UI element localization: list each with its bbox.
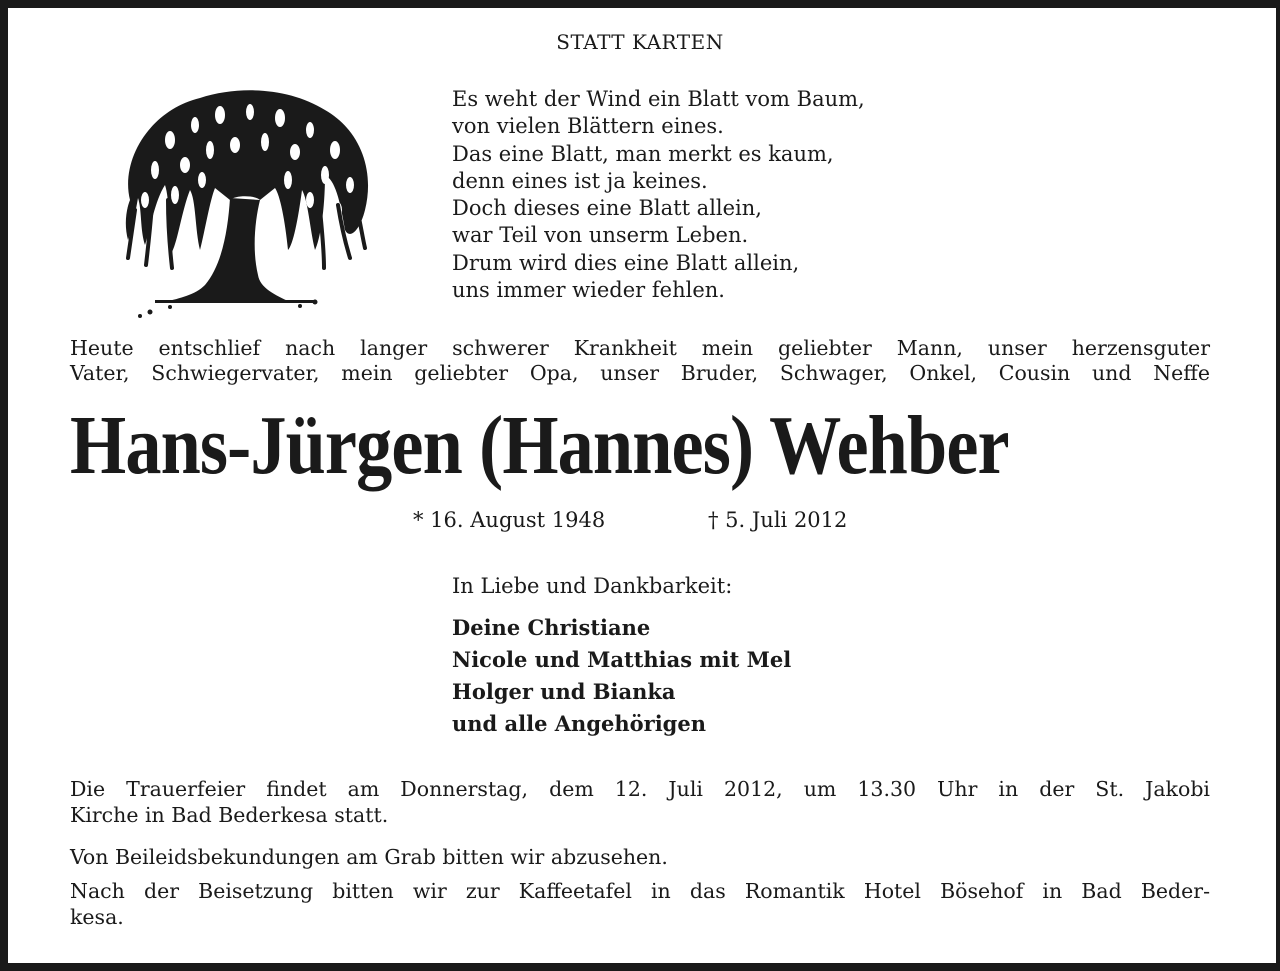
reception-line-1: Nach der Beisetzung bitten wir zur Kaffeetafel in das Romantik Hotel Bösehof in Bad Beder- bbox=[70, 879, 1210, 903]
family-list bbox=[452, 612, 791, 740]
funeral-line-2: Kirche in Bad Bederkesa statt. bbox=[70, 803, 389, 827]
poem-line: Es weht der Wind ein Blatt vom Baum, bbox=[452, 87, 865, 111]
poem-line: von vielen Blättern eines. bbox=[452, 114, 724, 139]
poem-line: Das eine Blatt, man merkt es kaum, bbox=[452, 141, 834, 166]
intro-text bbox=[70, 336, 1210, 386]
family-member: Deine Christiane bbox=[452, 615, 651, 640]
funeral-notice bbox=[70, 776, 1210, 828]
family-member: Nicole und Matthias mit Mel bbox=[452, 647, 792, 672]
poem-line: uns immer wieder fehlen. bbox=[452, 278, 725, 303]
poem-line: Drum wird dies eine Blatt allein, bbox=[452, 250, 800, 275]
reception-line-2: kesa. bbox=[70, 905, 124, 929]
poem-line: Doch dieses eine Blatt allein, bbox=[452, 196, 762, 221]
intro-line-2: Vater, Schwiegervater, mein geliebter Opa, unser Bruder, Schwager, Onkel, Cousin und Neffe bbox=[70, 361, 1210, 385]
death-date: † 5. Juli 2012 bbox=[708, 508, 848, 532]
reception-notice bbox=[70, 878, 1210, 930]
birth-date: * 16. August 1948 bbox=[413, 508, 606, 532]
poem-line: denn eines ist ja keines. bbox=[452, 168, 708, 193]
thanks-line: In Liebe und Dankbarkeit: bbox=[452, 574, 733, 598]
weeping-willow-tree-icon bbox=[110, 80, 380, 320]
deceased-name: Hans-Jürgen (Hannes) Wehber bbox=[70, 399, 1009, 492]
family-member: Holger und Bianka bbox=[452, 679, 676, 704]
condolences-notice: Von Beileidsbekundungen am Grab bitten wir abzusehen. bbox=[70, 845, 668, 869]
funeral-line-1: Die Trauerfeier findet am Donnerstag, dem 12. Juli 2012, um 13.30 Uhr in der St. Jakobi bbox=[70, 777, 1210, 801]
family-member: und alle Angehörigen bbox=[452, 711, 706, 736]
header-statt-karten: STATT KARTEN bbox=[556, 30, 724, 54]
poem bbox=[452, 86, 865, 304]
intro-line-1: Heute entschlief nach langer schwerer Krankheit mein geliebter Mann, unser herzensguter bbox=[70, 336, 1210, 360]
poem-line: war Teil von unserm Leben. bbox=[452, 223, 749, 248]
